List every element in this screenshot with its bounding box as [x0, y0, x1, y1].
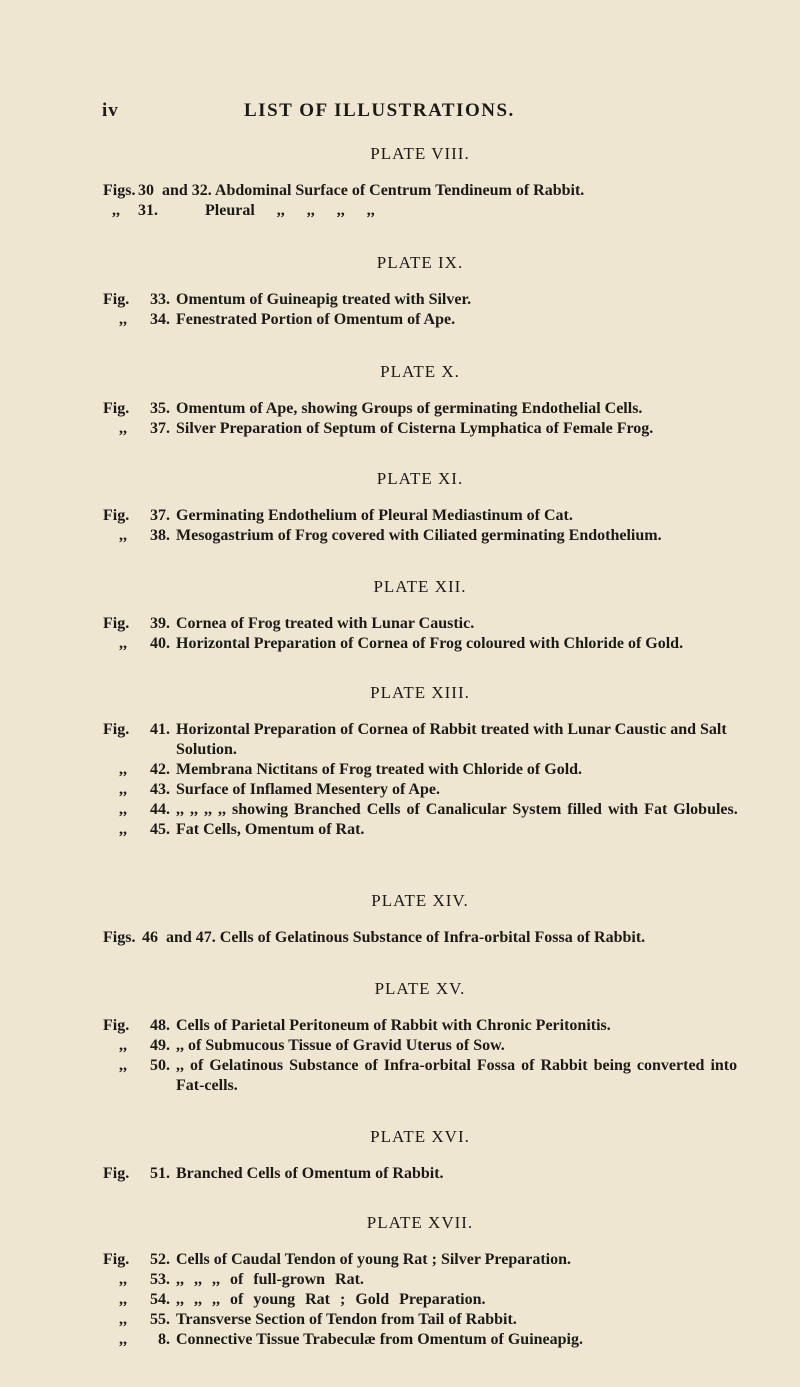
figure-number: 37. [150, 420, 170, 437]
figure-entry [0, 290, 800, 310]
plate-title: PLATE XI. [376, 469, 464, 488]
figure-description: and 47. Cells of Gelatinous Substance of Infra-orbital Fossa of Rabbit. [166, 929, 646, 946]
figure-prefix: ,, [119, 311, 127, 328]
figure-number: 42. [150, 761, 170, 778]
page-title: LIST OF ILLUSTRATIONS. [244, 100, 515, 121]
figure-entry [0, 1310, 800, 1330]
figure-prefix: ,, [119, 527, 127, 544]
plate-section [0, 253, 800, 330]
plate-title: PLATE XIV. [371, 891, 469, 910]
figure-entry [0, 1250, 800, 1270]
plate-title: PLATE XV. [374, 979, 466, 998]
figure-description: Cells of Caudal Tendon of young Rat ; Silver Preparation. [176, 1251, 572, 1268]
figure-entry [0, 1036, 800, 1056]
plate-section [0, 577, 800, 654]
figure-description: Horizontal Preparation of Cornea of Rabbit treated with Lunar Caustic and Salt Solution. [176, 721, 727, 758]
figure-entry [0, 181, 800, 201]
figure-number: 8. [158, 1331, 170, 1348]
figure-prefix: Fig. [103, 507, 130, 524]
figure-entry [0, 820, 800, 840]
figure-entry [0, 614, 800, 634]
figure-number: 46 [142, 929, 158, 946]
figure-entry [0, 634, 800, 654]
figure-prefix: Fig. [103, 615, 130, 632]
figure-number: 53. [150, 1271, 170, 1288]
figure-number: 43. [150, 781, 170, 798]
figure-number: 34. [150, 311, 170, 328]
figure-description: Silver Preparation of Septum of Cisterna Lymphatica of Female Frog. [176, 420, 654, 437]
figure-number: 39. [150, 615, 170, 632]
figure-entry [0, 800, 800, 820]
figure-number: 44. [150, 801, 170, 818]
figure-entry [0, 419, 800, 439]
figure-entry [0, 928, 800, 948]
figure-number: 45. [150, 821, 170, 838]
figure-prefix: ,, [119, 635, 127, 652]
plate-title: PLATE X. [380, 362, 460, 381]
figure-prefix: ,, [119, 1271, 127, 1288]
figure-description: ,, of Submucous Tissue of Gravid Uterus of Sow. [176, 1037, 505, 1054]
figure-entry [0, 399, 800, 419]
plate-section [0, 683, 800, 840]
figure-entry [0, 506, 800, 526]
plate-section [0, 1127, 800, 1184]
plate-title: PLATE XIII. [370, 683, 470, 702]
figure-description: Omentum of Guineapig treated with Silver. [176, 291, 472, 308]
figure-prefix: Figs. [103, 182, 136, 199]
figure-entry [0, 310, 800, 330]
figure-entry [0, 720, 800, 760]
plate-title: PLATE XVI. [370, 1127, 470, 1146]
figure-prefix: Fig. [103, 721, 130, 738]
figure-description: Germinating Endothelium of Pleural Mediastinum of Cat. [176, 507, 573, 524]
running-head [0, 100, 800, 130]
figure-entry [0, 526, 800, 546]
plate-title: PLATE XII. [373, 577, 467, 596]
figure-description: Surface of Inflamed Mesentery of Ape. [176, 781, 440, 798]
figure-entry [0, 1290, 800, 1310]
figure-prefix: Fig. [103, 1165, 130, 1182]
figure-description: ,, ,, ,, of full-grown Rat. [176, 1271, 364, 1288]
figure-number: 37. [150, 507, 170, 524]
figure-description: Omentum of Ape, showing Groups of germinating Endothelial Cells. [176, 400, 643, 417]
figure-prefix: Fig. [103, 400, 130, 417]
figure-prefix: ,, [119, 781, 127, 798]
figure-description: Cornea of Frog treated with Lunar Caustic. [176, 615, 475, 632]
plate-section [0, 891, 800, 948]
plate-title: PLATE IX. [376, 253, 464, 272]
figure-number: 35. [150, 400, 170, 417]
figure-prefix: ,, [119, 1037, 127, 1054]
plate-section [0, 979, 800, 1096]
figure-number: 54. [150, 1291, 170, 1308]
figure-prefix: Figs. [103, 929, 136, 946]
figure-number: 38. [150, 527, 170, 544]
plate-section [0, 362, 800, 439]
plate-section [0, 1213, 800, 1350]
figure-description: Pleural ,, ,, ,, ,, [205, 202, 375, 219]
figure-prefix: ,, [119, 761, 127, 778]
figure-number: 49. [150, 1037, 170, 1054]
figure-prefix: ,, [119, 821, 127, 838]
figure-description: and 32. Abdominal Surface of Centrum Tendineum of Rabbit. [162, 182, 585, 199]
figure-number: 48. [150, 1017, 170, 1034]
plate-title: PLATE XVII. [366, 1213, 474, 1232]
figure-entry [0, 1056, 800, 1096]
figure-prefix: Fig. [103, 291, 130, 308]
figure-prefix: Fig. [103, 1251, 130, 1268]
figure-number: 33. [150, 291, 170, 308]
figure-description: Mesogastrium of Frog covered with Ciliated germinating Endothelium. [176, 527, 662, 544]
figure-entry [0, 780, 800, 800]
figure-entry [0, 201, 800, 221]
figure-entry [0, 1270, 800, 1290]
figure-description: Branched Cells of Omentum of Rabbit. [176, 1165, 444, 1182]
figure-entry [0, 760, 800, 780]
figure-number: 52. [150, 1251, 170, 1268]
figure-prefix: ,, [119, 420, 127, 437]
plate-section [0, 469, 800, 546]
figure-entry [0, 1330, 800, 1350]
figure-description: Connective Tissue Trabeculæ from Omentum of Guineapig. [176, 1331, 583, 1348]
figure-number: 41. [150, 721, 170, 738]
figure-description: Membrana Nictitans of Frog treated with Chloride of Gold. [176, 761, 583, 778]
figure-prefix: ,, [112, 202, 120, 219]
figure-description: ,, ,, ,, of young Rat ; Gold Preparation. [176, 1291, 486, 1308]
figure-prefix: Fig. [103, 1017, 130, 1034]
figure-description: Cells of Parietal Peritoneum of Rabbit with Chronic Peritonitis. [176, 1017, 611, 1034]
figure-description: Fat Cells, Omentum of Rat. [176, 821, 365, 838]
figure-description: Fenestrated Portion of Omentum of Ape. [176, 311, 456, 328]
figure-prefix: ,, [119, 1331, 127, 1348]
figure-number: 30 [138, 182, 154, 199]
figure-entry [0, 1016, 800, 1036]
figure-entry [0, 1164, 800, 1184]
figure-number: 50. [150, 1057, 170, 1074]
figure-number: 31. [138, 202, 158, 219]
figure-description: ,, ,, ,, ,, showing Branched Cells of Canalicular System filled with Fat Globules. [176, 801, 738, 818]
plate-section [0, 144, 800, 221]
figure-description: ,, of Gelatinous Substance of Infra-orbital Fossa of Rabbit being converted into Fat-cells. [176, 1057, 738, 1094]
figure-number: 55. [150, 1311, 170, 1328]
figure-description: Horizontal Preparation of Cornea of Frog coloured with Chloride of Gold. [176, 635, 684, 652]
plate-title: PLATE VIII. [370, 144, 470, 163]
figure-prefix: ,, [119, 1057, 127, 1074]
page-number: iv [102, 100, 119, 121]
figure-prefix: ,, [119, 801, 127, 818]
figure-number: 40. [150, 635, 170, 652]
figure-number: 51. [150, 1165, 170, 1182]
figure-prefix: ,, [119, 1311, 127, 1328]
figure-prefix: ,, [119, 1291, 127, 1308]
figure-description: Transverse Section of Tendon from Tail of Rabbit. [176, 1311, 517, 1328]
